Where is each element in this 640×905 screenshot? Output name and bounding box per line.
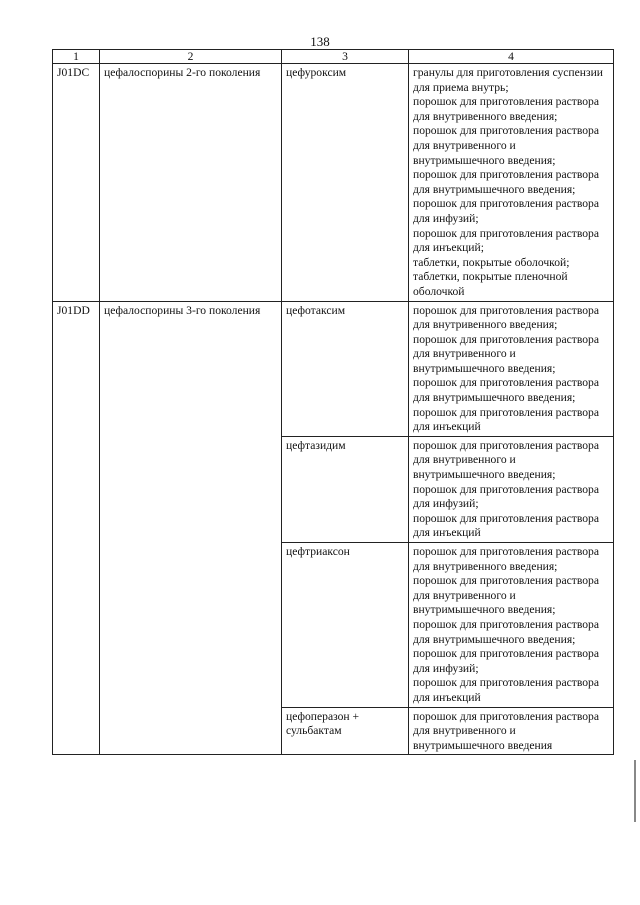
dosage-form: порошок для приготовления раствора для инъекций;: [413, 226, 599, 255]
dosage-forms: [409, 64, 614, 302]
dosage-form: порошок для приготовления раствора для внутривенного введения;: [413, 95, 599, 123]
column-header-4: 4: [409, 50, 614, 64]
dosage-form: гранулы для приготовления суспензии для приема внутрь;: [413, 66, 603, 94]
dosage-forms: [409, 436, 614, 542]
table-row: [53, 64, 614, 302]
dosage-form: порошок для приготовления раствора для инъекций: [413, 676, 599, 704]
dosage-form: порошок для приготовления раствора для внутривенного и внутримышечного введения;: [413, 438, 599, 482]
page-number: 138: [310, 34, 330, 49]
dosage-form: порошок для приготовления раствора для внутримышечного введения;: [413, 376, 599, 405]
table-row: [53, 301, 614, 436]
scan-edge-mark: [634, 760, 636, 822]
drug-name: цефуроксим: [282, 64, 409, 302]
dosage-forms: [409, 707, 614, 755]
drug-name: цефотаксим: [282, 301, 409, 436]
atc-code: J01DD: [53, 301, 100, 755]
dosage-form: порошок для приготовления раствора для инфузий;: [413, 197, 599, 225]
drug-name: цефоперазон + сульбактам: [282, 707, 409, 755]
dosage-form: порошок для приготовления раствора для внутривенного и внутримышечного введения;: [413, 332, 599, 375]
column-header-1: 1: [53, 50, 100, 64]
dosage-form: порошок для приготовления раствора для внутривенного и внутримышечного введения;: [413, 124, 599, 167]
dosage-form: таблетки, покрытые оболочкой;: [413, 255, 570, 269]
drug-name: цефтазидим: [282, 436, 409, 542]
dosage-forms: [409, 301, 614, 436]
dosage-form: порошок для приготовления раствора для внутривенного введения;: [413, 545, 599, 573]
dosage-form: таблетки, покрытые пленочной оболочкой: [413, 270, 568, 298]
group-name: цефалоспорины 2-го поколения: [100, 64, 282, 302]
dosage-form: порошок для приготовления раствора для инфузий;: [413, 482, 599, 511]
dosage-forms: [409, 543, 614, 708]
dosage-form: порошок для приготовления раствора для инъекций: [413, 511, 599, 540]
dosage-form: порошок для приготовления раствора для внутривенного и внутримышечного введения;: [413, 574, 599, 617]
dosage-form: порошок для приготовления раствора для инфузий;: [413, 647, 599, 675]
dosage-form: порошок для приготовления раствора для внутримышечного введения;: [413, 617, 599, 646]
drug-name: цефтриаксон: [282, 543, 409, 708]
header-row: [53, 50, 614, 64]
group-name: цефалоспорины 3-го поколения: [100, 301, 282, 755]
atc-code: J01DC: [53, 64, 100, 302]
dosage-form: порошок для приготовления раствора для внутривенного введения;: [413, 303, 599, 332]
dosage-form: порошок для приготовления раствора для инъекций: [413, 405, 599, 434]
dosage-form: порошок для приготовления раствора для внутримышечного введения;: [413, 168, 599, 196]
column-header-2: 2: [100, 50, 282, 64]
column-header-3: 3: [282, 50, 409, 64]
dosage-form: порошок для приготовления раствора для внутривенного и внутримышечного введения: [413, 709, 599, 752]
drug-table: [52, 49, 614, 755]
